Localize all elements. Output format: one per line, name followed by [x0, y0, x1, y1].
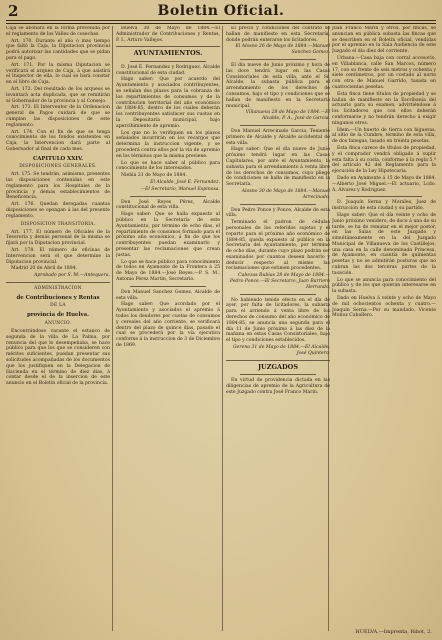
section-divider [6, 282, 110, 283]
printer-imprint: HUELVA.—Imprenta, Ribot, 2. [355, 629, 432, 635]
paragraph: D. José E. Fernandez y Rodriguez, Alcalde constitucional de esta ciudad. [116, 64, 220, 76]
column-separator [222, 26, 223, 631]
paragraph: No habiendo tenido efecto en el día de ayer, por falta de licitadores, la subasta para el arriendo á venta libre de los derechos de consumo del año económico de 1884-85, se anuncia una segunda para el día 11 de Junio próximo á las diez de la mañana en estas Casas Consistoriales, bajo el tipo y condiciones establecidos. [226, 297, 330, 344]
divider [130, 61, 206, 62]
signature: Cabezas Rubias 28 de Mayo de 1884.—Pedro Ponce.—El Secretario, Juan Barriero Herrando. [229, 273, 330, 290]
section-heading: provincia de Huelva. [26, 312, 90, 319]
signature: Alosno 30 de Mayo de 1884.—Manuel Arrecinado. [241, 188, 330, 200]
section-label: ANUNCIO. [44, 320, 72, 326]
header-rule-top [6, 20, 436, 21]
paragraph: Art. 178. El número de oficinas de Intervencion será el que determine la Diputacion provincial. [6, 248, 110, 265]
chapter-subheading: DISPOSICIONES GENERALES. [19, 164, 97, 170]
section-heading: ADMINISTRACION [34, 285, 82, 291]
date-line: Niebla 21 de Mayo de 1884. [121, 173, 187, 179]
section-heading: JUZGADOS [257, 362, 299, 371]
column-1 [6, 26, 110, 631]
paragraph: Terminado el padron de cédulas personales de los referidos sujetos y el reparto para el próximo año económico de 1884-85, queda expuesto al público en la Secretaría del Ayuntamiento, por término de ocho días, durante cuyo plazo podrán ser examinados por cuantos deseen hacerlo y deducir respecto al mismo las reclamaciones que estimen procedentes. [226, 220, 330, 272]
paragraph: Encontrándose vacante el estanco de segunda de la villa de La Palma, por renuncia del que lo desempeñaba, se hace público para que los que se consideren con méritos suficientes, puedan presentar sus solicitudes acompañadas de los documentos que los justifiquen en la Delegacion de Hacienda en el término de diez días, á contar desde el de la insercion de este anuncio en el Boletín oficial de la provincia. [6, 328, 110, 387]
paragraph: Ídem.—Un huerto de tierra con higueras, al sitio de la Cumbre, término de esta villa, de dos fanegas, tasado en treinta pesetas. [332, 127, 436, 145]
paragraph: Hago saber: Que se halla expuesto al público en la Secretaría de este Ayuntamiento, por término de ocho días, el repartimiento de consumos formado para el próximo año económico, á fin de que los contribuyentes puedan examinarlo y presentar las reclamaciones que crean justas. [116, 212, 220, 258]
paragraph: Hago saber: Que el día veinte y ocho de Junio próximo venidero, de doce á una de su tarde, se ha de rematar en el mejor postor, en las Salas de este Juzgado y simultáneamente en la del Juzgado Municipal de Villanueva de los Castillejos, una casa en la calle denominada Princesa, de Ayamonte, en cuantía de quinientas pesetas y no se admitirán posturas que no cubran las dos terceras partes de la tasación. [332, 212, 436, 276]
divider [130, 286, 206, 287]
section-heading: AYUNTAMIENTOS. [133, 49, 203, 58]
divider [240, 204, 316, 205]
paragraph: Art. 177. El número de Oficiales de la Tesorería y demás personal de la misma se fijará por la Diputacion provincial. [6, 229, 110, 247]
signature: Aprobado por S. M.—Antequera. [34, 273, 110, 279]
paragraph: Los que no lo verifiquen en los plazos señalados incurrirán en los recargos que determina la instruccion vigente, y se procederá contra ellos por la vía de apremio en los términos que la misma previene. [116, 130, 220, 159]
paragraph: Don Manuel Sanchez Gomez, Alcalde de esta villa. [116, 289, 220, 301]
paragraph: Art. 175. Se tendrán, asimismo, presentes las disposiciones contenidas en este reglamento para los Hospitales de la provincia y demás establecimientos de Beneficencia. [6, 172, 110, 201]
paragraph: Huelva 30 de Mayo de 1884.—El Administrador de Contribuciones y Rentas, P. I., Arturo Vallejos. [116, 26, 220, 43]
divider [240, 125, 316, 126]
paragraph: Art. 170. Durante el año ó mas tiempo que faltó la Caja, la Diputacion provincial podrá autorizar las cantidades que se pidan para el pago. [6, 38, 110, 61]
section-divider [116, 46, 220, 47]
paragraph: Don Manuel Arrecinado Garcia, Teniente primero de Alcalde y Alcalde accidental de esta villa. [226, 128, 330, 146]
paragraph: Don Pedro Ponce y Ponce, Alcalde de esta villa. [226, 207, 330, 219]
divider [240, 294, 316, 295]
chapter-heading: CAPITULO XXIV. [32, 155, 84, 162]
column-separator [112, 26, 113, 631]
paragraph: Don José Reyes Pérez, Alcalde constitucional de esta villa. [116, 199, 220, 211]
paragraph: Dado en Ayamonte á 15 de Mayo de 1884.—Alberto José Miguel.—El actuario, Lcdo. A. Álvarez y Rodriguez. [332, 175, 436, 193]
paragraph: Art. 171. Por la misma Diputacion se verificará el arqueo de Caja, á que asistirá el Inspector de ella, lo cual se hará constar en el libro de Caja. [6, 62, 110, 86]
paragraph: El precio y condiciones del contrato se hallan de manifiesto en esta Secretaría, donde podrán enterarse los licitadores. [226, 26, 330, 43]
paragraph: Art. 174. Con el fin de que se tenga conocimiento de los fondos existentes en Caja, la Intervencion dará parte al Gobernador al final de cada mes. [6, 129, 110, 152]
paragraph: Lo que se hace público para conocimiento de todos en Ayamonte de la Frontera á 25 de Mayo de 1884.—José Reyes.—P. S. M., Antonio Pérez Martin, Secretario. [116, 259, 220, 282]
divider [240, 59, 316, 60]
paragraph: Caja se abonará en la forma prevenida por el reglamento de los Valles de cosechas. [6, 26, 110, 37]
divider [240, 374, 316, 375]
paragraph: Dado en Huelva á veinte y ocho de Mayo de mil ochocientos ochenta y cuatro.—Joaquín Serna.—Por su mandado, Vicente Muñoz Caballero. [332, 296, 436, 319]
page-number: 2 [8, 2, 19, 20]
divider [130, 196, 206, 197]
paragraph: Juan Franco Marín y otros, por fincas, se anuncian en pública subasta las fincas que se describen en el Boletín oficial, vendidas por el apremio en la Sala Audiencia de este Juzgado el día diez del corriente. [332, 26, 436, 55]
paragraph: Art. 173. El Interventor de la Ordenacion general de Pagos cuidará de que se cumplan las disposiciones de este reglamento. [6, 105, 110, 128]
date-line: Madrid 20 de Abril de 1884. [11, 266, 77, 272]
paragraph: D. Joaquín Serna y Morales, Juez de instrucción de esta ciudad y su partido. [332, 200, 436, 212]
divider [346, 196, 422, 197]
signature: —El Secretario, Manuel Espinosa. [140, 186, 220, 192]
signature: Gerena 31 de Mayo de 1884.—El Alcalde, José Quintero. [233, 345, 330, 356]
paragraph: Lo que se anuncia para conocimiento del público y de los que quieran interesarse en la subasta. [332, 277, 436, 295]
paragraph: Lo que se hace saber al público para conocimiento de los interesados. [116, 160, 220, 172]
column-2 [116, 26, 220, 631]
paragraph: Esta finca carece de títulos de propiedad, y el comprador vendrá obligado á suplir esta falta á su costa, conforme á la regla 5.ª del artículo 42 del Reglamento para la ejecución de la Ley Hipotecaria. [332, 145, 436, 175]
paragraph: El día nueve de Junio próximo y hora de las doce tendrá lugar en las Casas Consistoriales de esta villa, ante el Sr. Alcalde, la subasta pública para el arrendamiento de los derechos de consumos, bajo el tipo y condiciones que se hallan de manifiesto en la Secretaría municipal. [226, 62, 330, 109]
signature: El Alcalde, José E. Fernandez. [150, 180, 220, 186]
section-divider [226, 360, 330, 361]
signature: El Alosno 26 de Mayo de 1884.—Manuel Sanchez Gomez. [235, 44, 330, 56]
paragraph: Art. 172. Del resultado de los arqueos se levantará acta duplicada, que se remitirán al Gobernador de la provincia y al Consejo. [6, 86, 110, 104]
section-heading: DE LA [50, 303, 66, 309]
page-title: Boletin Oficial. [157, 3, 285, 19]
paragraph: Hago saber: Que el día nueve de Junio próximo tendrá lugar en las Casas Capitulares, por ante el Ayuntamiento, la subasta para el arrendamiento á venta libre de los derechos de consumos, cuyo pliego de condiciones se halla de manifiesto en la Secretaría. [226, 147, 330, 188]
paragraph: En virtud de providencia dictada en las diligencias de apremio de la Agricultura de este Juzgado contra José Franco Marín. [226, 378, 330, 395]
paragraph: Art. 176. Quedan derogadas cuantas disposiciones se opongan á las del presente reglamento. [6, 202, 110, 219]
section-heading: de Contribuciones y Rentas [16, 294, 100, 301]
header-rule-bottom [6, 23, 436, 24]
signature: Villanueva 28 de Mayo de 1884.—El Alcalde, P. A., José de Garcia. [245, 110, 330, 122]
paragraph: Esta finca tiene títulos de propiedad y se hallan de manifiesto en la Escribanía del actuario para su examen, advirtiéndose á los licitadores que con ellos deberán conformarse y no tendrán derecho á exigir ningunos otros. [332, 91, 436, 126]
chapter-subheading: DISPOSICION TRANSITORIA. [20, 221, 96, 227]
paragraph: Hago saber: Que acordado por el Ayuntamiento y asociados el apremio á todos los deudores por cuotas de consumos y cereales del año corriente, se verificará dentro del plazo de quince días, pasado el cual se procederá por la vía ejecutiva conforme á la instruccion de 3 de Diciembre de 1869. [116, 302, 220, 348]
paragraph: Urbana.—Casa baja con corral accesorio, en Villablanca, calle San Marcos, número 17, con su frente de seis metros y ochenta y siete centímetros, por un costado al norte con otra de Manuel Garrido, tasada en cuatrocientas pesetas. [332, 55, 436, 90]
paragraph: Hago saber: Que por acuerdo del Ayuntamiento y asociados contribuyentes, se señalan dos plazos para la cobranza de los repartimientos de consumos y de la contribucion territorial del año económico de 1884-85, dentro de los cuales deberán los contribuyentes satisfacer sus cuotas en la Depositaría municipal, bajo apercibimiento de apremio. [116, 77, 220, 129]
column-3 [226, 26, 330, 631]
column-4 [332, 26, 436, 631]
